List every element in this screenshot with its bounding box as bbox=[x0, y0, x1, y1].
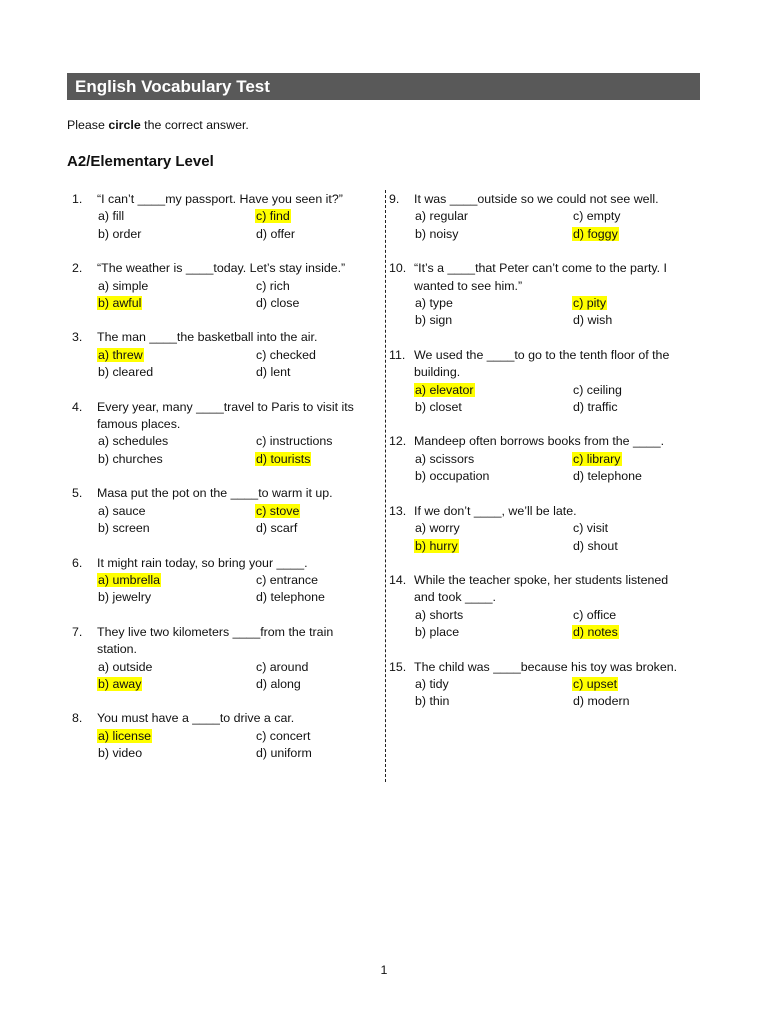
answer-option[interactable] bbox=[97, 520, 255, 537]
question-number: 10. bbox=[389, 261, 407, 276]
question-item bbox=[72, 260, 372, 312]
answer-option-label: c) empty bbox=[573, 209, 621, 224]
questions-left-column bbox=[72, 191, 372, 763]
answer-option-label: b) thin bbox=[415, 694, 450, 709]
answer-option[interactable] bbox=[255, 745, 372, 762]
question-text: Masa put the pot on the ____to warm it up. bbox=[97, 486, 333, 501]
instruction-before: Please bbox=[67, 118, 109, 132]
instruction-bold-word: circle bbox=[108, 118, 141, 132]
answer-option-label: d) offer bbox=[256, 226, 296, 241]
question-text: Mandeep often borrows books from the ____. bbox=[414, 434, 665, 449]
question-item bbox=[389, 347, 689, 417]
answer-option[interactable] bbox=[414, 468, 572, 485]
question-text: They live two kilometers ____from the train station. bbox=[97, 624, 334, 657]
answer-option-label: b) place bbox=[415, 625, 460, 640]
answer-option-label: b) closet bbox=[415, 400, 462, 415]
question-number: 13. bbox=[389, 503, 407, 518]
question-number: 15. bbox=[389, 659, 407, 674]
question-text: “The weather is ____today. Let’s stay inside.” bbox=[97, 261, 346, 276]
answer-option[interactable] bbox=[414, 520, 572, 537]
question-item bbox=[72, 485, 372, 537]
answer-options bbox=[72, 433, 372, 468]
answer-options bbox=[389, 208, 689, 243]
question-item bbox=[389, 503, 689, 555]
answer-options bbox=[72, 572, 372, 607]
question-number: 14. bbox=[389, 572, 407, 587]
answer-option-label: d) shout bbox=[573, 538, 618, 553]
answer-option-label: b) awful bbox=[98, 296, 142, 311]
answer-option-label: b) video bbox=[98, 746, 143, 761]
answer-option[interactable] bbox=[255, 364, 372, 381]
answer-option-label: d) modern bbox=[573, 694, 630, 709]
question-stem bbox=[389, 572, 689, 607]
question-stem bbox=[72, 260, 372, 277]
question-stem bbox=[72, 710, 372, 727]
question-stem bbox=[389, 433, 689, 450]
question-text: We used the ____to go to the tenth floor of the building. bbox=[414, 347, 670, 380]
question-text: If we don’t ____, we’ll be late. bbox=[414, 503, 577, 518]
answer-options bbox=[389, 676, 689, 711]
answer-option-label: b) churches bbox=[98, 451, 163, 466]
answer-option-correct[interactable] bbox=[97, 728, 255, 745]
answer-option[interactable] bbox=[572, 607, 689, 624]
question-item bbox=[72, 191, 372, 243]
answer-option[interactable] bbox=[572, 520, 689, 537]
answer-option-label: b) hurry bbox=[415, 538, 458, 553]
questions-right-column bbox=[389, 191, 689, 711]
answer-option[interactable] bbox=[572, 399, 689, 416]
answer-option-label: c) instructions bbox=[256, 434, 333, 449]
answer-option-correct[interactable] bbox=[414, 382, 572, 399]
question-number: 12. bbox=[389, 434, 407, 449]
question-text: The child was ____because his toy was broken. bbox=[414, 659, 678, 674]
question-stem bbox=[72, 485, 372, 502]
answer-options bbox=[72, 347, 372, 382]
question-item bbox=[72, 329, 372, 381]
answer-option[interactable] bbox=[255, 589, 372, 606]
answer-options bbox=[72, 728, 372, 763]
answer-option-correct[interactable] bbox=[255, 503, 372, 520]
answer-option-label: b) occupation bbox=[415, 469, 490, 484]
question-text: Every year, many ____travel to Paris to visit its famous places. bbox=[97, 399, 354, 432]
question-number: 2. bbox=[72, 261, 83, 276]
answer-option-label: b) cleared bbox=[98, 365, 154, 380]
answer-option-label: a) license bbox=[98, 728, 152, 743]
answer-option[interactable] bbox=[572, 538, 689, 555]
answer-options bbox=[72, 278, 372, 313]
question-text: The man ____the basketball into the air. bbox=[97, 330, 318, 345]
answer-option-correct[interactable] bbox=[572, 676, 689, 693]
answer-option[interactable] bbox=[255, 676, 372, 693]
answer-option-label: d) foggy bbox=[573, 226, 618, 241]
answer-option-label: a) threw bbox=[98, 347, 143, 362]
answer-options bbox=[389, 382, 689, 417]
instruction-after: the correct answer. bbox=[140, 118, 249, 132]
answer-option-correct[interactable] bbox=[572, 451, 689, 468]
answer-option-label: a) shorts bbox=[415, 607, 464, 622]
instruction-text bbox=[67, 118, 249, 132]
answer-option-correct[interactable] bbox=[414, 538, 572, 555]
answer-option-label: a) fill bbox=[98, 209, 125, 224]
answer-option[interactable] bbox=[97, 364, 255, 381]
answer-option-correct[interactable] bbox=[97, 676, 255, 693]
answer-option-correct[interactable] bbox=[255, 451, 372, 468]
question-number: 6. bbox=[72, 555, 83, 570]
answer-options bbox=[72, 659, 372, 694]
question-number: 5. bbox=[72, 486, 83, 501]
answer-option[interactable] bbox=[414, 226, 572, 243]
answer-option-label: b) away bbox=[98, 676, 142, 691]
question-number: 4. bbox=[72, 399, 83, 414]
question-text: It might rain today, so bring your ____. bbox=[97, 555, 308, 570]
question-stem bbox=[72, 399, 372, 434]
answer-option-label: a) elevator bbox=[415, 382, 474, 397]
answer-option-correct[interactable] bbox=[572, 226, 689, 243]
answer-options bbox=[389, 451, 689, 486]
level-heading: A2/Elementary Level bbox=[67, 153, 214, 170]
answer-option-label: c) visit bbox=[573, 521, 609, 536]
answer-option[interactable] bbox=[572, 693, 689, 710]
answer-option-label: a) worry bbox=[415, 521, 460, 536]
question-item bbox=[389, 433, 689, 485]
question-stem bbox=[389, 347, 689, 382]
question-stem bbox=[389, 503, 689, 520]
answer-option-label: a) sauce bbox=[98, 503, 146, 518]
question-stem bbox=[72, 624, 372, 659]
answer-option[interactable] bbox=[414, 451, 572, 468]
answer-option[interactable] bbox=[255, 728, 372, 745]
answer-option-label: c) library bbox=[573, 451, 621, 466]
answer-option-label: a) scissors bbox=[415, 451, 475, 466]
answer-option[interactable] bbox=[414, 676, 572, 693]
answer-option[interactable] bbox=[97, 451, 255, 468]
question-item bbox=[389, 572, 689, 642]
answer-option[interactable] bbox=[414, 607, 572, 624]
question-stem bbox=[72, 191, 372, 208]
column-divider bbox=[385, 190, 386, 782]
answer-option-label: d) along bbox=[256, 676, 301, 691]
answer-options bbox=[389, 520, 689, 555]
answer-options bbox=[389, 607, 689, 642]
answer-option-label: d) traffic bbox=[573, 400, 618, 415]
answer-option[interactable] bbox=[97, 433, 255, 450]
answer-option-label: b) noisy bbox=[415, 226, 459, 241]
question-stem bbox=[72, 329, 372, 346]
answer-option-correct[interactable] bbox=[97, 347, 255, 364]
answer-option-label: c) stove bbox=[256, 503, 300, 518]
answer-option[interactable] bbox=[572, 208, 689, 225]
answer-option[interactable] bbox=[97, 278, 255, 295]
answer-option[interactable] bbox=[255, 226, 372, 243]
question-text: While the teacher spoke, her students listened and took ____. bbox=[414, 572, 669, 605]
answer-option-label: c) office bbox=[573, 607, 617, 622]
answer-option-label: b) screen bbox=[98, 521, 150, 536]
answer-option-label: c) entrance bbox=[256, 572, 318, 587]
answer-option[interactable] bbox=[572, 382, 689, 399]
answer-option-label: c) around bbox=[256, 659, 309, 674]
answer-option-label: d) wish bbox=[573, 313, 613, 328]
answer-option-label: d) close bbox=[256, 296, 300, 311]
answer-option[interactable] bbox=[414, 624, 572, 641]
question-text: You must have a ____to drive a car. bbox=[97, 711, 295, 726]
question-stem bbox=[389, 191, 689, 208]
answer-option-label: a) umbrella bbox=[98, 572, 160, 587]
question-number: 9. bbox=[389, 192, 400, 206]
answer-option[interactable] bbox=[255, 520, 372, 537]
question-number: 1. bbox=[72, 192, 83, 206]
answer-option-label: d) tourists bbox=[256, 451, 311, 466]
answer-options bbox=[389, 295, 689, 330]
question-number: 8. bbox=[72, 711, 83, 726]
answer-option[interactable] bbox=[255, 347, 372, 364]
answer-option-label: b) sign bbox=[415, 313, 453, 328]
answer-option-label: c) pity bbox=[573, 296, 607, 311]
answer-option-label: b) order bbox=[98, 226, 142, 241]
answer-option-label: a) type bbox=[415, 296, 453, 311]
answer-option-correct[interactable] bbox=[97, 295, 255, 312]
answer-option-label: a) outside bbox=[98, 659, 153, 674]
answer-option[interactable] bbox=[414, 693, 572, 710]
answer-option[interactable] bbox=[414, 295, 572, 312]
answer-option-correct[interactable] bbox=[572, 624, 689, 641]
question-number: 7. bbox=[72, 624, 83, 639]
question-item bbox=[72, 555, 372, 607]
answer-option-label: c) ceiling bbox=[573, 382, 622, 397]
question-text: “It’s a ____that Peter can’t come to the party. I wanted to see him.” bbox=[414, 261, 667, 293]
answer-option-label: a) simple bbox=[98, 278, 149, 293]
answer-option-label: c) find bbox=[256, 209, 290, 224]
answer-option[interactable] bbox=[97, 226, 255, 243]
answer-option-correct[interactable] bbox=[97, 572, 255, 589]
answer-option-label: d) telephone bbox=[256, 590, 325, 605]
answer-option[interactable] bbox=[97, 745, 255, 762]
answer-option-label: c) rich bbox=[256, 278, 290, 293]
answer-option-label: d) uniform bbox=[256, 746, 312, 761]
answer-option-label: d) lent bbox=[256, 365, 291, 380]
answer-option-label: d) notes bbox=[573, 625, 618, 640]
answer-option[interactable] bbox=[414, 312, 572, 329]
question-number: 11. bbox=[389, 347, 406, 362]
answer-option[interactable] bbox=[572, 312, 689, 329]
question-stem bbox=[389, 659, 689, 676]
answer-option-label: a) schedules bbox=[98, 434, 169, 449]
question-stem bbox=[72, 555, 372, 572]
answer-option[interactable] bbox=[97, 589, 255, 606]
answer-option-label: b) jewelry bbox=[98, 590, 152, 605]
question-item bbox=[72, 710, 372, 762]
answer-option[interactable] bbox=[255, 278, 372, 295]
question-item bbox=[72, 399, 372, 469]
test-title: English Vocabulary Test bbox=[67, 73, 700, 100]
page-number: 1 bbox=[380, 963, 388, 977]
answer-option[interactable] bbox=[97, 503, 255, 520]
answer-option-label: a) regular bbox=[415, 209, 469, 224]
question-item bbox=[389, 659, 689, 711]
answer-options bbox=[72, 503, 372, 538]
answer-option-correct[interactable] bbox=[255, 208, 372, 225]
answer-option-label: d) telephone bbox=[573, 469, 642, 484]
answer-option[interactable] bbox=[97, 208, 255, 225]
answer-option-label: c) concert bbox=[256, 728, 311, 743]
question-text: “I can’t ____my passport. Have you seen it?” bbox=[97, 192, 343, 206]
answer-option-label: c) checked bbox=[256, 347, 316, 362]
answer-option[interactable] bbox=[572, 468, 689, 485]
answer-option[interactable] bbox=[255, 433, 372, 450]
question-item bbox=[389, 260, 689, 330]
answer-option[interactable] bbox=[97, 659, 255, 676]
answer-option[interactable] bbox=[255, 572, 372, 589]
answer-option-correct[interactable] bbox=[572, 295, 689, 312]
answer-option-label: d) scarf bbox=[256, 521, 298, 536]
question-number: 3. bbox=[72, 330, 83, 345]
answer-options bbox=[72, 208, 372, 243]
answer-option-label: a) tidy bbox=[415, 676, 449, 691]
answer-option[interactable] bbox=[255, 295, 372, 312]
answer-option[interactable] bbox=[255, 659, 372, 676]
question-stem bbox=[389, 260, 689, 295]
answer-option-label: c) upset bbox=[573, 676, 618, 691]
question-text: It was ____outside so we could not see well. bbox=[414, 192, 659, 206]
question-item bbox=[389, 191, 689, 243]
answer-option[interactable] bbox=[414, 208, 572, 225]
question-item bbox=[72, 624, 372, 694]
answer-option[interactable] bbox=[414, 399, 572, 416]
